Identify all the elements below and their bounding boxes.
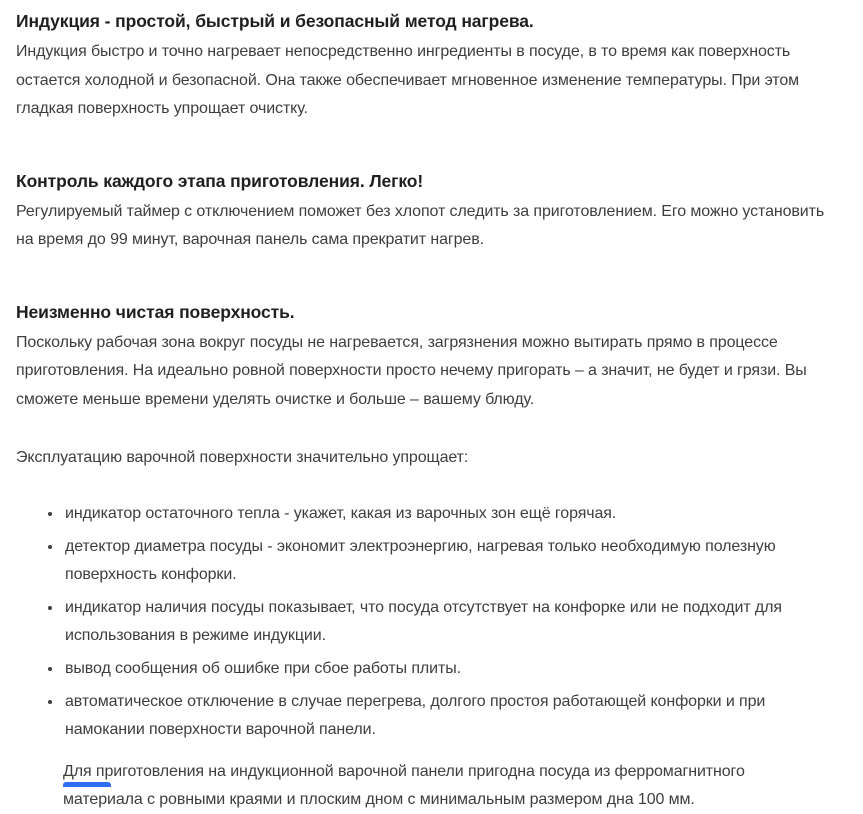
feature-item-error-message: • вывод сообщения об ошибке при сбое работы плиты. (63, 654, 843, 683)
features-list (16, 499, 843, 744)
features-intro-text: Эксплуатацию варочной поверхности значительно упрощает: (16, 449, 469, 466)
feature-item-pan-diameter-detector: • детектор диаметра посуды - экономит электроэнергию, нагревая только необходимую полезную поверхность конфорки. (63, 532, 843, 589)
section-heading-clean-surface: Неизменно чистая поверхность. (16, 301, 295, 322)
section-clean-surface (16, 299, 843, 415)
section-paragraph-induction: Индукция быстро и точно нагревает непосредственно ингредиенты в посуде, в то время как поверхность остается холодной и безопасной. Она также обеспечивает мгновенное изменение температуры. При этом гладкая поверхность упрощает очистку. (16, 43, 800, 117)
section-heading-induction: Индукция - простой, быстрый и безопасный метод нагрева. (16, 11, 534, 31)
section-paragraph-timer: Регулируемый таймер с отключением поможет без хлопот следить за приготовлением. Его можно установить на время до 99 минут, варочная панель сама прекратит нагрев. (16, 202, 825, 248)
partially-visible-button[interactable] (63, 782, 111, 787)
feature-item-auto-shutoff: • автоматическое отключение в случае перегрева, долгого простоя работающей конфорки и при намокании поверхности варочной панели. (63, 687, 843, 744)
section-induction (16, 8, 843, 124)
section-heading-timer: Контроль каждого этапа приготовления. Легко! (16, 170, 424, 191)
cookware-requirements-note: Для приготовления на индукционной варочной панели пригодна посуда из ферромагнитного материала с ровными краями и плоским дном с минимальным размером дна 100 мм. (63, 762, 745, 808)
feature-item-residual-heat-indicator: • индикатор остаточного тепла - укажет, какая из варочных зон ещё горячая. (63, 499, 843, 528)
section-timer-control (16, 168, 843, 255)
section-paragraph-clean-surface: Поскольку рабочая зона вокруг посуды не нагревается, загрязнения можно вытирать прямо в процессе приготовления. На идеально ровной поверхности просто нечему пригорать – а значит, не будет и грязи. Вы сможете меньше времени уделять очистке и больше – вашему блюду. (16, 333, 807, 408)
feature-item-pan-presence-indicator: • индикатор наличия посуды показывает, что посуда отсутствует на конфорке или не подходит для использования в режиме индукции. (63, 593, 843, 650)
